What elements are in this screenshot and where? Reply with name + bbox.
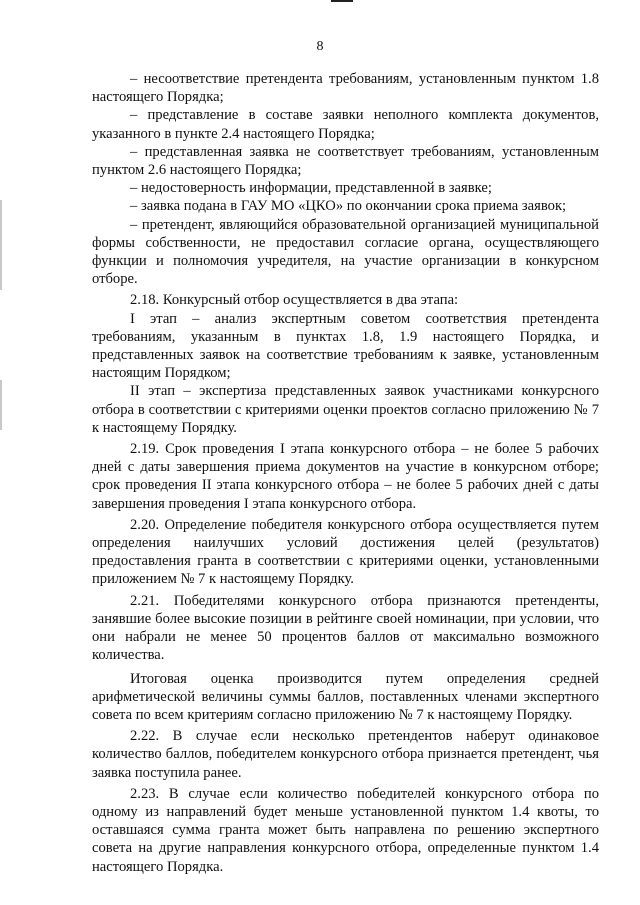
list-item: – недостоверность информации, представленной в заявке;	[130, 180, 492, 197]
list-item: – претендент, являющийся образовательной организацией муниципальной формы собственности, не предоставил согласие органа, осуществляющего функции и полномочия учредителя, на участие организации в конкурсном отборе.	[92, 216, 599, 288]
section-paragraph: 2.23. В случае если количество победителей конкурсного отбора по одному из направлений будет меньше установленной пунктом 1.4 квоты, то оставшаяся сумма гранта может быть направлена по решению экспертного совета на другие направления конкурсного отбора, определенные пунктом 1.4 настоящего Порядка.	[92, 785, 599, 875]
section-paragraph: 2.22. В случае если несколько претендентов наберут одинаковое количество баллов, победителем конкурсного отбора признается претендент, чья заявка поступила ранее.	[92, 728, 599, 781]
section-paragraph: 2.19. Срок проведения I этапа конкурсного отбора – не более 5 рабочих дней с даты завершения приема документов на участие в конкурсном отборе; срок проведения II этапа конкурсного отбора – не более 5 рабочих дней с даты завершения проведения I этапа конкурсного отбора.	[92, 441, 599, 512]
section-paragraph: 2.20. Определение победителя конкурсного отбора осуществляется путем определения наилучших условий достижения целей (результатов) предоставления гранта в соответствии с критериями оценки, установленными приложением № 7 к настоящему Порядку.	[92, 516, 599, 588]
paragraph: II этап – экспертиза представленных заявок участниками конкурсного отбора в соответствии с критериями оценки проектов согласно приложению № 7 к настоящему Порядку.	[92, 383, 599, 436]
list-item: – представленная заявка не соответствует требованиям, установленным пунктом 2.6 настоящего Порядка;	[92, 143, 599, 179]
top-edge-mark	[331, 0, 353, 2]
section-paragraph: 2.18. Конкурсный отбор осуществляется в два этапа:	[130, 292, 459, 309]
page-number: 8	[316, 39, 324, 54]
paragraph: I этап – анализ экспертным советом соответствия претендента требованиям, указанным в пунктах 1.8, 1.9 настоящего Порядка, и представленных заявок на соответствие требованиям к заявке, установленным настоящим Порядком;	[92, 310, 599, 382]
list-item: – несоответствие претендента требованиям, установленным пунктом 1.8 настоящего Порядка;	[92, 71, 599, 106]
left-edge-shadow	[0, 200, 2, 290]
paragraph: Итоговая оценка производится путем определения средней арифметической величины суммы баллов, поставленных членами экспертного совета по всем критериям согласно приложению № 7 к настоящему Порядку.	[92, 670, 599, 723]
list-item: – заявка подана в ГАУ МО «ЦКО» по окончании срока приема заявок;	[130, 198, 567, 215]
section-paragraph: 2.21. Победителями конкурсного отбора признаются претенденты, занявшие более высокие позиции в рейтинге своей номинации, при условии, что они набрали не менее 50 процентов баллов от максимально возможного количества.	[92, 592, 599, 664]
list-item: – представление в составе заявки неполного комплекта документов, указанного в пункте 2.4 настоящего Порядка;	[92, 107, 599, 142]
document-body	[92, 70, 599, 876]
left-edge-shadow	[0, 380, 2, 430]
